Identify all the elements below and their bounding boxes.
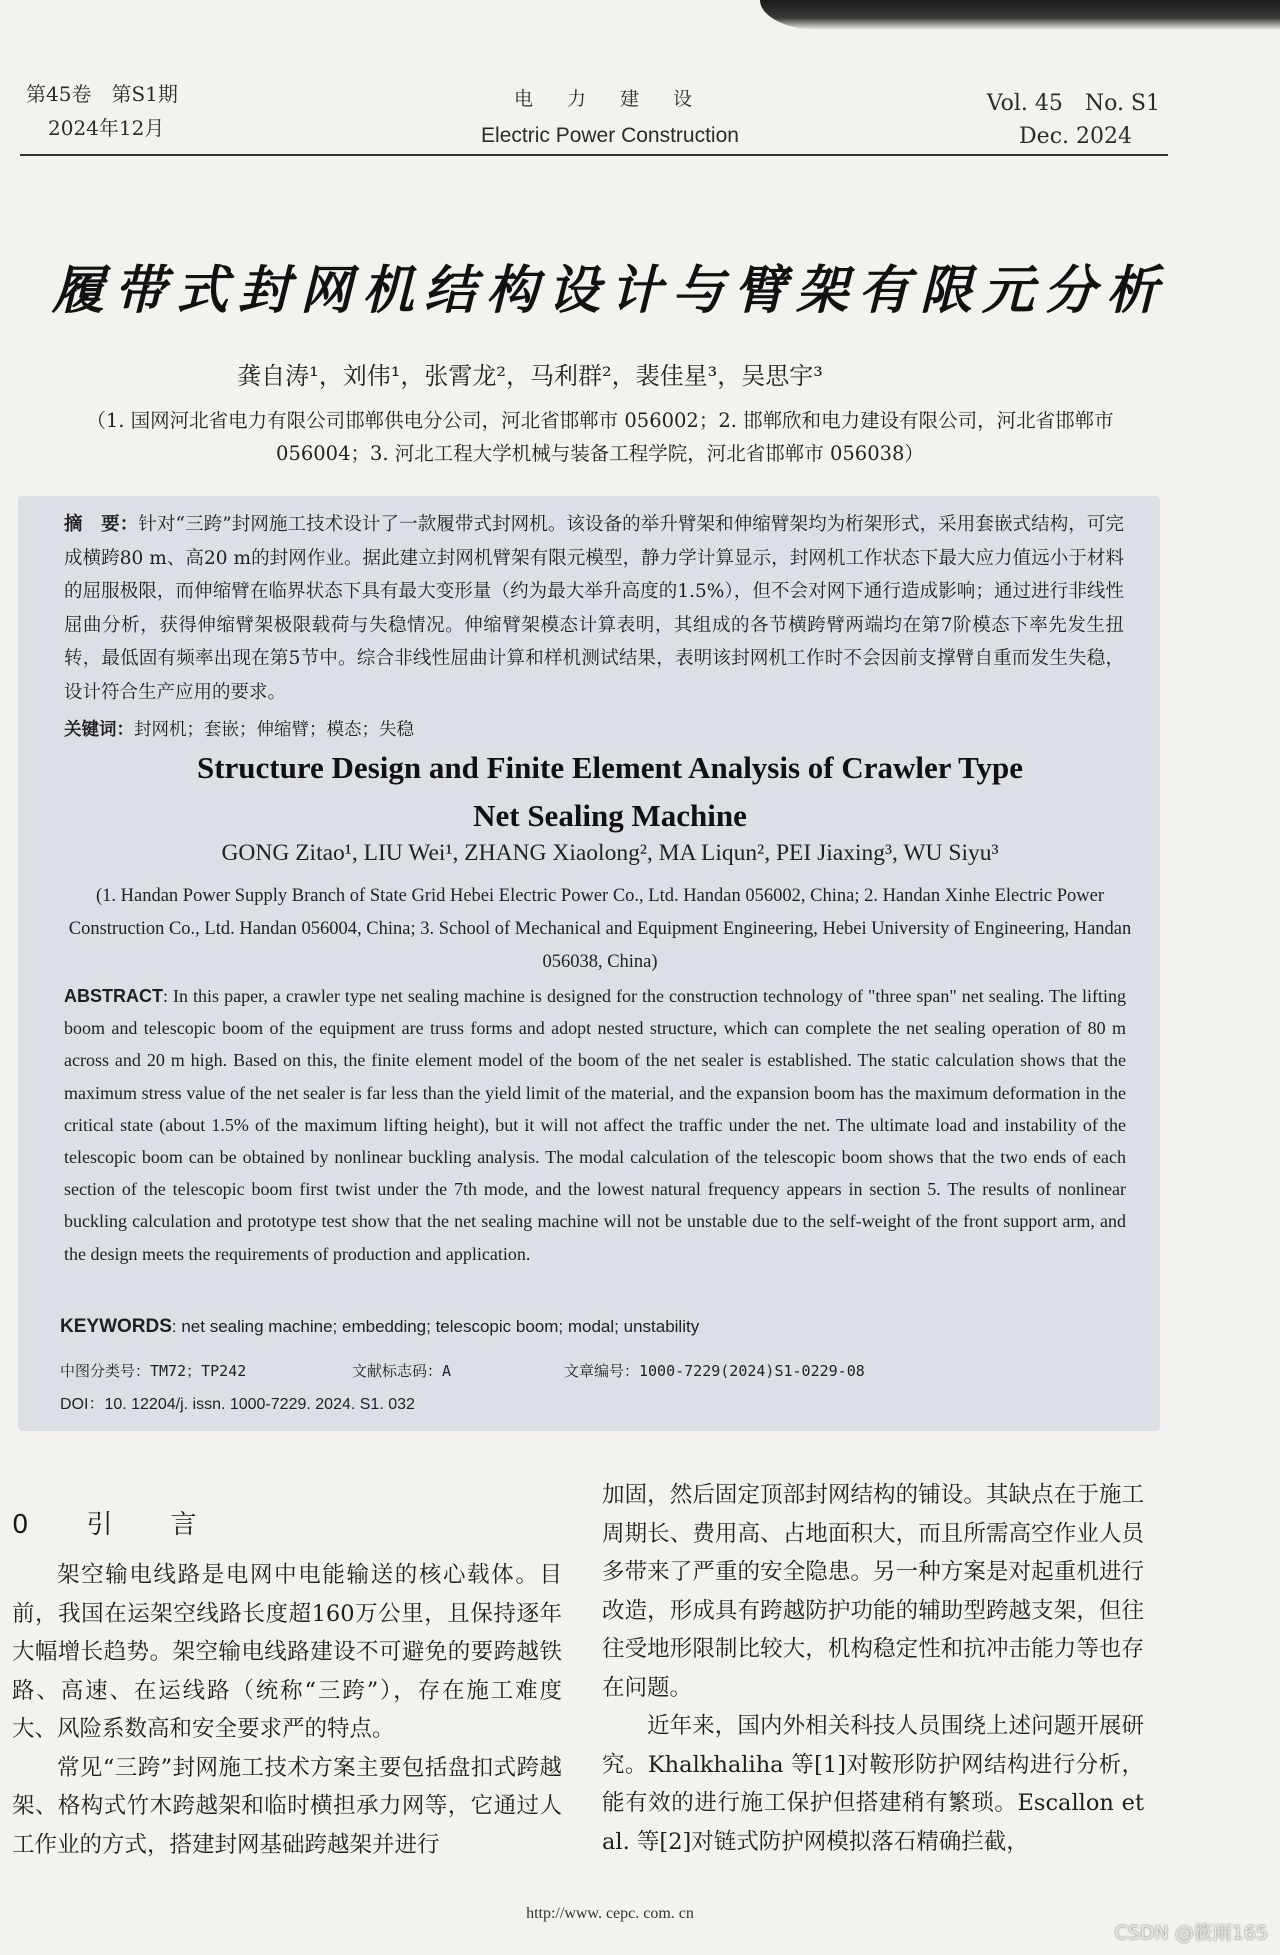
paper-title-en-line1: Structure Design and Finite Element Analysis of Crawler Type	[196, 750, 1024, 785]
abstract-en	[64, 980, 1126, 1270]
section-heading: 0 引 言	[12, 1510, 213, 1540]
volume-issue: 第45卷 第S1期	[26, 82, 178, 106]
header-rule	[20, 154, 1168, 156]
body-paragraph: 加固，然后固定顶部封网结构的铺设。其缺点在于施工周期长、费用高、占地面积大，而且所需高空作业人员多带来了严重的安全隐患。另一种方案是对起重机进行改造，形成具有跨越防护功能的辅助型跨越支架，但往往受地形限制比较大，机构稳定性和抗冲击能力等也存在问题。	[602, 1482, 1144, 1701]
csdn-watermark: CSDN @筱雨165	[1114, 1922, 1268, 1944]
doi: DOI：10. 12204/j. issn. 1000-7229. 2024. S1. 032	[60, 1396, 415, 1413]
abstract-en-text: : In this paper, a crawler type net sealing machine is designed for the construction technology of "three span" net sealing. The lifting boom and telescopic boom of the equipment are truss forms and adopt nested structure, which can complete the net sealing operation of 80 m across and 20 m high. Based on this, the finite element model of the boom of the net sealer is established. The static calculation shows that the maximum stress value of the net sealer is far less than the yield limit of the material, and the expansion boom has the maximum deformation in the critical state (about 1.5% of the maximum lifting height), but it will not affect the traffic under the net. The ultimate load and instability of the telescopic boom can be obtained by nonlinear buckling analysis. The modal calculation of the telescopic boom shows that the two ends of each section of the telescopic boom first twist under the 7th mode, and the lowest natural frequency appears in section 5. The results of nonlinear buckling calculation and prototype test show that the net sealing machine will not be unstable due to the self-weight of the front support arm, and the design meets the requirements of production and application.	[64, 986, 1126, 1264]
abstract-cn-label: 摘 要：	[64, 514, 139, 535]
journal-name-cn: 电 力 建 设	[513, 88, 707, 110]
classification-code: 中图分类号：TM72；TP242	[60, 1362, 247, 1380]
document-code: 文献标志码：A	[352, 1362, 452, 1380]
body-column-right	[602, 1476, 1144, 1861]
paper-title-cn: 履带式封网机结构设计与臂架有限元分析	[51, 260, 1168, 321]
photo-edge-shadow	[760, 0, 1280, 30]
body-column-left	[12, 1556, 562, 1864]
body-paragraph: 近年来，国内外相关科技人员围绕上述问题开展研究。Khalkhaliha 等[1]对鞍形防护网结构进行分析，能有效的进行施工保护但搭建稍有繁琐。Escallon et al. 等[2]对链式防护网模拟落石精确拦截，	[602, 1713, 1144, 1855]
issue-date-cn: 2024年12月	[48, 116, 165, 140]
abstract-en-label: ABSTRACT	[64, 986, 163, 1006]
article-number: 文章编号：1000-7229(2024)S1-0229-08	[564, 1362, 865, 1380]
volume-en: Vol. 45 No. S1	[986, 91, 1160, 116]
body-paragraph: 架空输电线路是电网中电能输送的核心载体。目前，我国在运架空线路长度超160万公里，且保持逐年大幅增长趋势。架空输电线路建设不可避免的要跨越铁路、高速、在运线路（统称“三跨”），存在施工难度大、风险系数高和安全要求严的特点。	[12, 1562, 562, 1742]
authors-cn: 龚自涛¹，刘伟¹，张霄龙²，马利群²，裴佳星³，吴思宇³	[237, 362, 823, 390]
abstract-cn-text: 针对“三跨”封网施工技术设计了一款履带式封网机。该设备的举升臂架和伸缩臂架均为桁架形式，采用套嵌式结构，可完成横跨80 m、高20 m的封网作业。据此建立封网机臂架有限元模型，静力学计算显示，封网机工作状态下最大应力值远小于材料的屈服极限，而伸缩臂在临界状态下具有最大变形量（约为最大举升高度的1.5%），但不会对网下通行造成影响；通过进行非线性屈曲分析，获得伸缩臂架极限载荷与失稳情况。伸缩臂架模态计算表明，其组成的各节横跨臂两端均在第7阶模态下率先发生扭转，最低固有频率出现在第5节中。综合非线性屈曲计算和样机测试结果，表明该封网机工作时不会因前支撑臂自重而发生失稳，设计符合生产应用的要求。	[64, 514, 1124, 703]
keywords-cn-text: 封网机；套嵌；伸缩臂；模态；失稳	[134, 720, 414, 740]
issue-date-en: Dec. 2024	[1019, 124, 1132, 149]
authors-en: GONG Zitao¹, LIU Wei¹, ZHANG Xiaolong², MA Liqun², PEI Jiaxing³, WU Siyu³	[221, 840, 999, 866]
affiliations-en: (1. Handan Power Supply Branch of State Grid Hebei Electric Power Co., Ltd. Handan 056002, China; 2. Handan Xinhe Electric Power Construction Co., Ltd. Handan 056004, China; 3. School of Mechanical and Equipment Engineering, Hebei University of Engineering, Handan 056038, China)	[68, 886, 1132, 972]
keywords-en-label: KEYWORDS	[60, 1316, 172, 1337]
paper-title-en	[0, 744, 1220, 840]
keywords-en	[60, 1316, 699, 1338]
journal-url: http://www. cepc. com. cn	[526, 1905, 694, 1922]
keywords-en-text: : net sealing machine; embedding; telescopic boom; modal; unstability	[171, 1317, 700, 1336]
keywords-cn-label: 关键词：	[64, 720, 134, 740]
paper-title-en-line2: Net Sealing Machine	[473, 798, 747, 833]
body-paragraph: 常见“三跨”封网施工技术方案主要包括盘扣式跨越架、格构式竹木跨越架和临时横担承力网等，它通过人工作业的方式，搭建封网基础跨越架并进行	[12, 1754, 562, 1858]
journal-name-en: Electric Power Construction	[481, 124, 739, 147]
keywords-cn	[64, 716, 414, 741]
affiliations-cn: （1. 国网河北省电力有限公司邯郸供电分公司，河北省邯郸市 056002；2. 邯郸欣和电力建设有限公司，河北省邯郸市 056004；3. 河北工程大学机械与装备工程学院，河北省邯郸市 056038）	[86, 409, 1114, 465]
abstract-cn	[64, 508, 1124, 709]
